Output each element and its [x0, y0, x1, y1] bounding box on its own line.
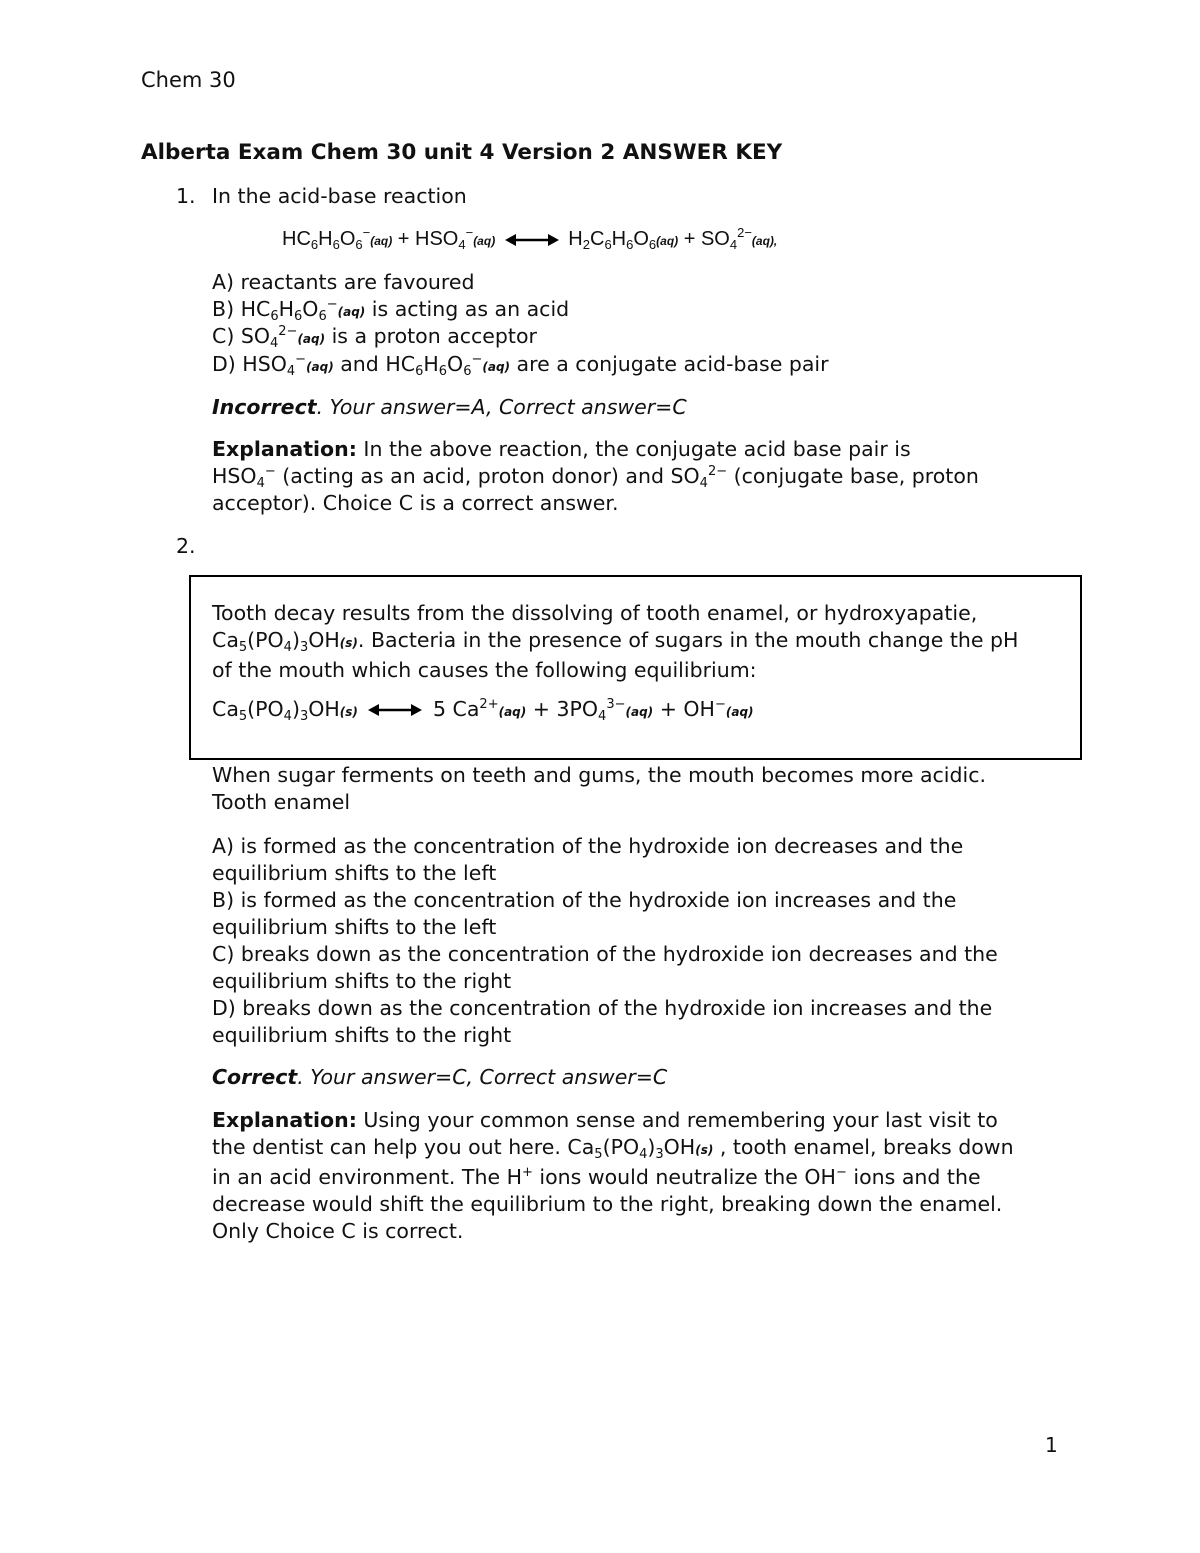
- phase-label: (aq): [337, 305, 366, 319]
- choice-text: C) SO: [212, 324, 270, 348]
- choice-text: equilibrium shifts to the right: [212, 969, 512, 993]
- result-word: Correct: [212, 1065, 298, 1089]
- page-number: 1: [1045, 1433, 1058, 1457]
- plus-sign: +: [397, 228, 410, 250]
- phase-label: (s): [695, 1143, 714, 1157]
- phase-label: (aq): [482, 360, 511, 374]
- phase-label: (aq): [306, 360, 334, 374]
- context-text: of the mouth which causes the following equilibrium:: [212, 658, 757, 682]
- explanation-text: the dentist can help you out here. Ca: [212, 1135, 595, 1159]
- result-text: . Your answer=C, Correct answer=C: [297, 1065, 668, 1089]
- question-1-stem: In the acid-base reaction: [212, 184, 467, 208]
- question-1-equation: $HC_6H_6O_6^-(aq) + HSO_4^-(aq) H_2C_6H_6O_6(aq) + SO_4^{2-}(aq)$,: [282, 225, 778, 252]
- choice-text: B) is formed as the concentration of the hydroxide ion increases and the: [212, 888, 957, 912]
- question-2-number: 2.: [176, 534, 196, 558]
- plus-sign: +: [532, 697, 550, 721]
- choice-text: are a conjugate acid-base pair: [510, 352, 829, 376]
- plus-sign: +: [683, 228, 696, 250]
- explanation-text: Only Choice C is correct.: [212, 1219, 464, 1243]
- phase-label: (aq): [473, 234, 496, 248]
- question-1-choice-c: C) $SO_4^{2-}(aq)$ is a proton acceptor: [212, 324, 537, 351]
- phase-label: (s): [339, 636, 358, 650]
- equilibrium-arrow-icon: [505, 233, 559, 247]
- explanation-text: decrease would shift the equilibrium to the right, breaking down the enamel.: [212, 1192, 1003, 1216]
- context-text: . Bacteria in the presence of sugars in the mouth change the pH: [357, 628, 1019, 652]
- choice-text: D) breaks down as the concentration of the hydroxide ion increases and the: [212, 996, 993, 1020]
- phase-label: (aq): [656, 234, 679, 248]
- result-text: . Your answer=A, Correct answer=C: [316, 395, 687, 419]
- result-word: Incorrect: [212, 395, 317, 419]
- choice-text: D) HSO: [212, 352, 287, 376]
- phase-label: (aq): [751, 234, 774, 248]
- explanation-text: ions and the: [846, 1165, 981, 1189]
- question-1-result: [212, 394, 687, 421]
- choice-text: equilibrium shifts to the left: [212, 861, 497, 885]
- choice-text: equilibrium shifts to the right: [212, 1023, 512, 1047]
- question-1-number: 1.: [176, 184, 196, 208]
- equation-term: OH: [683, 697, 715, 721]
- question-2-stem: [212, 762, 1072, 816]
- explanation-text: ions would neutralize the OH: [532, 1165, 836, 1189]
- context-text: Tooth decay results from the dissolving of tooth enamel, or hydroxyapatie,: [212, 601, 978, 625]
- choice-text: C) breaks down as the concentration of the hydroxide ion decreases and the: [212, 942, 998, 966]
- explanation-text: (conjugate base, proton: [727, 464, 979, 488]
- equation-term: 5 Ca: [432, 697, 480, 721]
- question-2-explanation: Explanation: Using your common sense and remembering your last visit to the dentist can help you out here. $Ca_5(PO_4)_3OH(s)$ , tooth enamel, breaks down in an acid environment. The H+ ions would neutralize the OH− ions and the decrease would shift the equilibrium to the right, breaking down the enamel. Only Choice C is correct.: [212, 1107, 1072, 1245]
- explanation-label: Explanation:: [212, 1108, 357, 1132]
- explanation-label: Explanation:: [212, 437, 357, 461]
- stem-text: When sugar ferments on teeth and gums, the mouth becomes more acidic.: [212, 763, 986, 787]
- question-2-context-text: Tooth decay results from the dissolving of tooth enamel, or hydroxyapatie, $Ca_5(PO_4)_3OH(s)$. Bacteria in the presence of sugars in the mouth change the pH of the mouth which causes the following equilibrium:: [212, 600, 1072, 684]
- document-title: Alberta Exam Chem 30 unit 4 Version 2 ANSWER KEY: [141, 140, 783, 165]
- phase-label: (aq): [498, 705, 527, 719]
- explanation-text: , tooth enamel, breaks down: [713, 1135, 1014, 1159]
- explanation-text: in an acid environment. The H: [212, 1165, 522, 1189]
- choice-text: A) is formed as the concentration of the hydroxide ion decreases and the: [212, 834, 964, 858]
- explanation-text: HSO: [212, 464, 257, 488]
- choice-text: B) HC: [212, 297, 271, 321]
- plus-sign: +: [659, 697, 677, 721]
- equilibrium-arrow-icon: [368, 703, 422, 717]
- explanation-text: In the above reaction, the conjugate acid base pair is: [356, 437, 911, 461]
- choice-text: and HC: [333, 352, 416, 376]
- question-2-choices: [212, 833, 1072, 1049]
- question-1-explanation: Explanation: In the above reaction, the conjugate acid base pair is $HSO_4^-$ (acting as an acid, proton donor) and $SO_4^{2-}$ (conjugate base, proton acceptor). Choice C is a correct answer.: [212, 436, 1072, 517]
- question-1-choice-a: A) reactants are favoured: [212, 270, 475, 294]
- question-2-equation: $Ca_5(PO_4)_3OH(s)$ 5 $Ca^{2+}(aq) + 3PO_4^{3-}(aq) + OH^-(aq)$: [212, 697, 754, 724]
- choice-text: is acting as an acid: [365, 297, 570, 321]
- question-2-result: [212, 1064, 667, 1091]
- explanation-text: acceptor). Choice C is a correct answer.: [212, 491, 619, 515]
- phase-label: (aq): [370, 234, 393, 248]
- choice-text: is a proton acceptor: [325, 324, 537, 348]
- page-header: Chem 30: [141, 68, 236, 92]
- phase-label: (s): [339, 705, 358, 719]
- explanation-text: (acting as an acid, proton donor) and SO: [275, 464, 700, 488]
- equation-term: 3PO: [556, 697, 599, 721]
- phase-label: (aq): [625, 705, 654, 719]
- phase-label: (aq): [297, 332, 326, 346]
- question-1-choice-d: D) $HSO_4^-(aq)$ and $HC_6H_6O_6^-(aq)$ are a conjugate acid-base pair: [212, 352, 829, 379]
- phase-label: (aq): [725, 705, 754, 719]
- explanation-text: Using your common sense and remembering your last visit to: [356, 1108, 998, 1132]
- choice-text: equilibrium shifts to the left: [212, 915, 497, 939]
- stem-text: Tooth enamel: [212, 790, 351, 814]
- question-1-choice-b: B) $HC_6H_6O_6^-(aq)$ is acting as an acid: [212, 297, 570, 324]
